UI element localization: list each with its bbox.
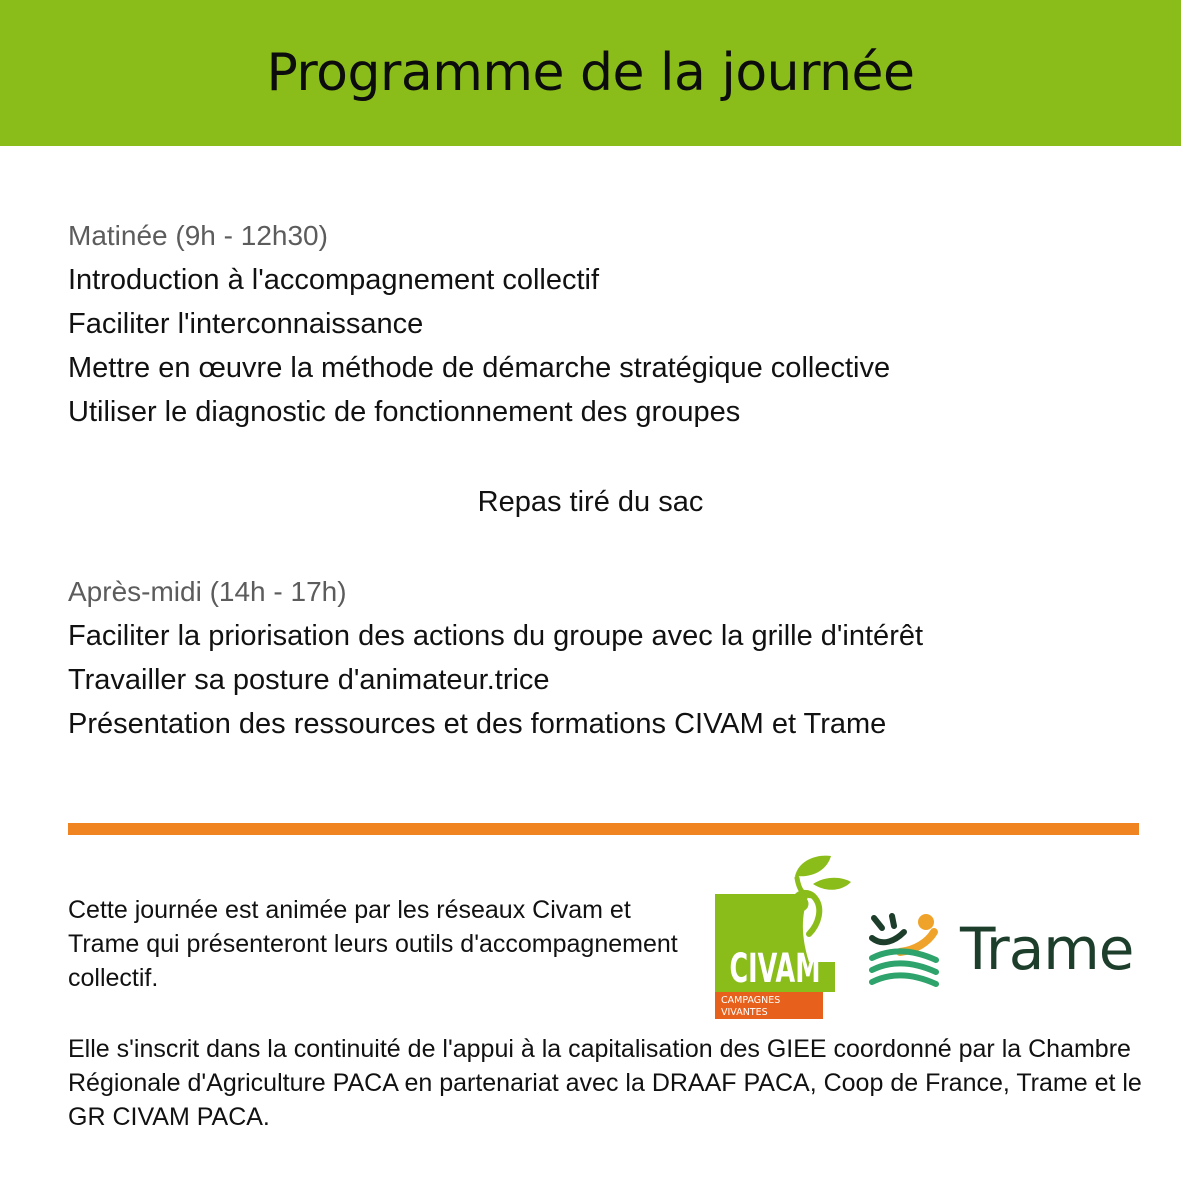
afternoon-section [68,570,1148,746]
trame-logo [868,912,1134,987]
orange-divider [68,823,1139,835]
morning-item: Introduction à l'accompagnement collectif [68,264,600,296]
trame-wordmark: Trame [960,915,1134,983]
organizers-paragraph: Cette journée est animée par les réseaux Civam et Trame qui présenteront leurs outils d'accompagnement collectif. [68,896,678,992]
morning-heading: Matinée (9h - 12h30) [68,220,328,251]
morning-item: Utiliser le diagnostic de fonctionnement des groupes [68,396,741,428]
leaf-icon [813,878,851,890]
morning-item: Mettre en œuvre la méthode de démarche stratégique collective [68,352,891,384]
morning-item: Faciliter l'interconnaissance [68,308,424,340]
afternoon-item: Présentation des ressources et des formations CIVAM et Trame [68,708,887,740]
afternoon-heading: Après-midi (14h - 17h) [68,576,347,607]
leaf-icon [795,856,831,877]
morning-section [68,214,1148,434]
header-banner [0,0,1181,146]
trame-emblem-icon [868,912,940,987]
page-title: Programme de la journée [266,43,915,103]
afternoon-item: Travailler sa posture d'animateur.trice [68,664,550,696]
civam-logo [713,850,858,1020]
afternoon-item: Faciliter la priorisation des actions du groupe avec la grille d'intérêt [68,620,924,652]
civam-tagline: CAMPAGNES [721,995,781,1006]
civam-wordmark: CIVAM [729,944,821,992]
civam-tagline: VIVANTES [721,1007,768,1018]
context-paragraph: Elle s'inscrit dans la continuité de l'appui à la capitalisation des GIEE coordonné par la Chambre Régionale d'Agriculture PACA en partenariat avec la DRAAF PACA, Coop de France, Trame et le GR CIVAM PACA. [68,1035,1142,1131]
lunch-break: Repas tiré du sac [477,486,704,518]
